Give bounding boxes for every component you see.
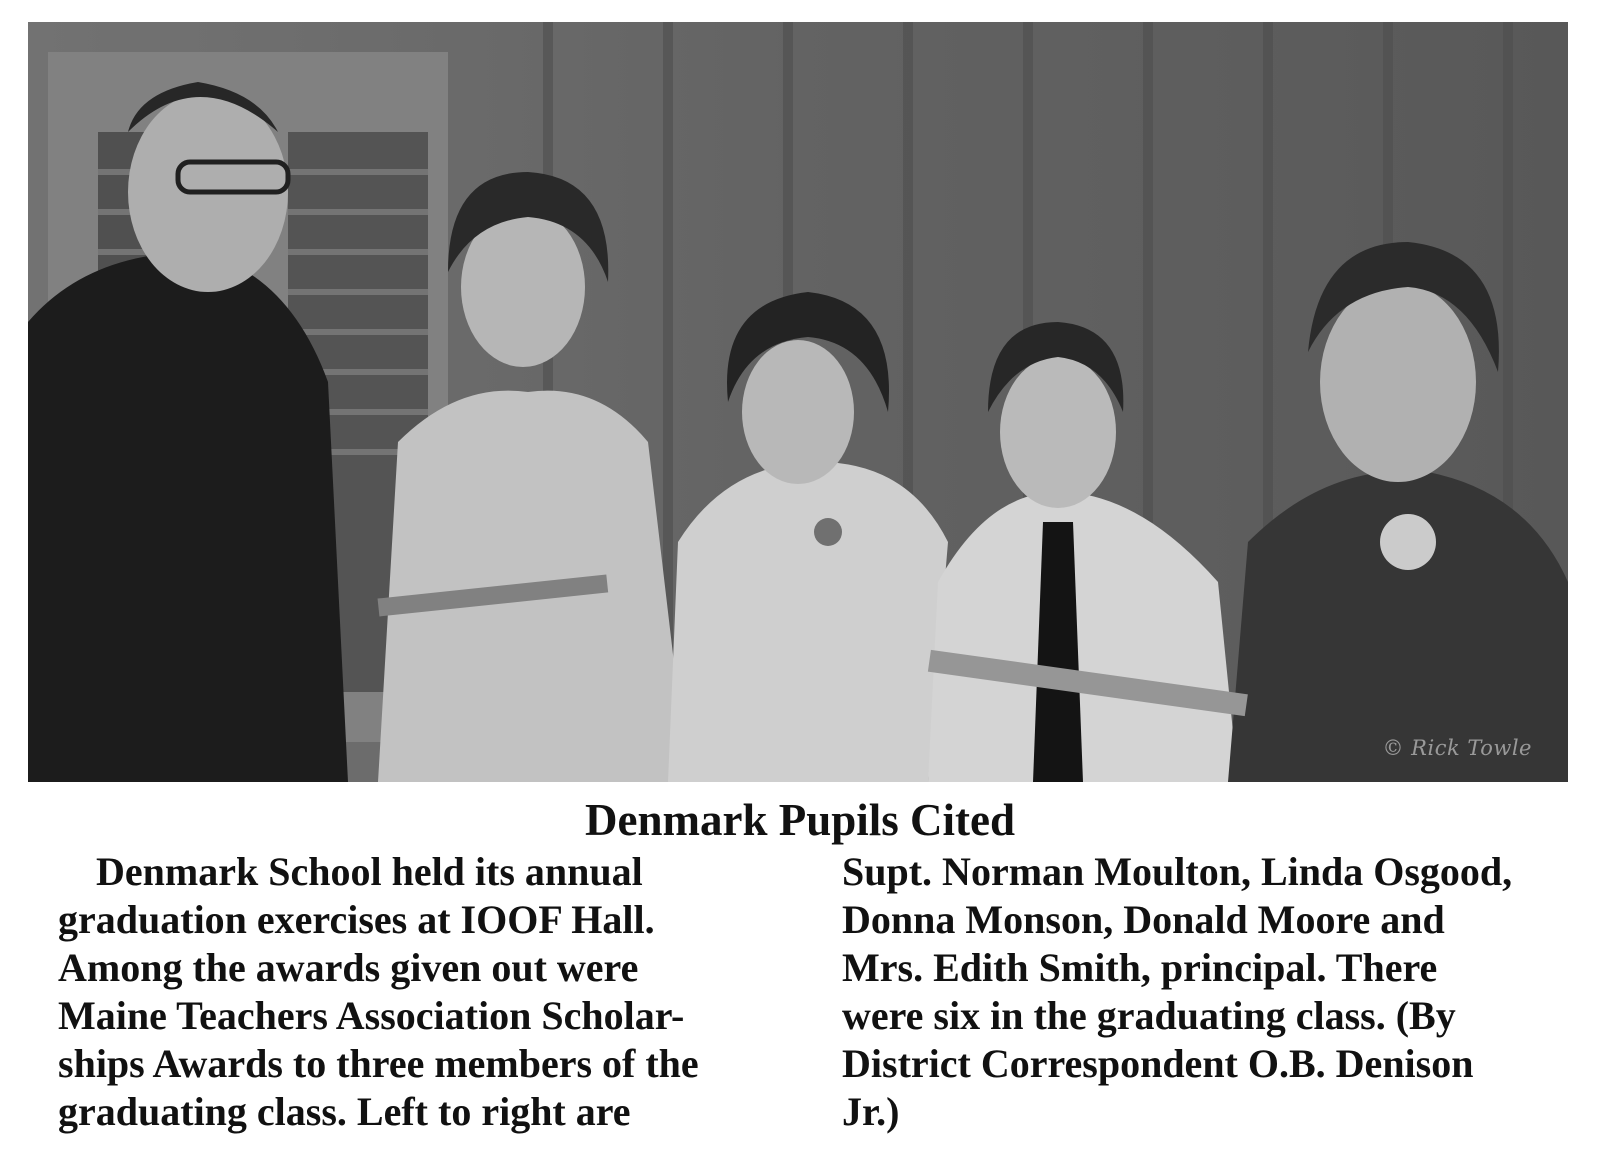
photo-illustration xyxy=(28,22,1568,782)
caption-line: were six in the graduating class. (By xyxy=(842,993,1456,1038)
caption-line: Denmark School held its annual xyxy=(96,849,643,894)
caption-line: Mrs. Edith Smith, principal. There xyxy=(842,945,1438,990)
caption-line: Among the awards given out were xyxy=(58,945,639,990)
article-headline: Denmark Pupils Cited xyxy=(584,795,1016,845)
caption-line: District Correspondent O.B. Denison xyxy=(842,1041,1474,1086)
caption-line: Donna Monson, Donald Moore and xyxy=(842,897,1445,942)
caption-line: Supt. Norman Moulton, Linda Osgood, xyxy=(842,849,1513,894)
photo-watermark: © Rick Towle xyxy=(1382,736,1532,760)
caption-line: graduating class. Left to right are xyxy=(58,1089,631,1134)
caption-line: graduation exercises at IOOF Hall. xyxy=(58,897,655,942)
caption-line: Maine Teachers Association Scholar- xyxy=(58,993,685,1038)
caption-left-column xyxy=(58,848,798,1136)
caption-line: Jr.) xyxy=(842,1089,900,1134)
news-photo xyxy=(28,22,1568,782)
caption-right-column xyxy=(842,848,1582,1136)
caption-line: ships Awards to three members of the xyxy=(58,1041,699,1086)
